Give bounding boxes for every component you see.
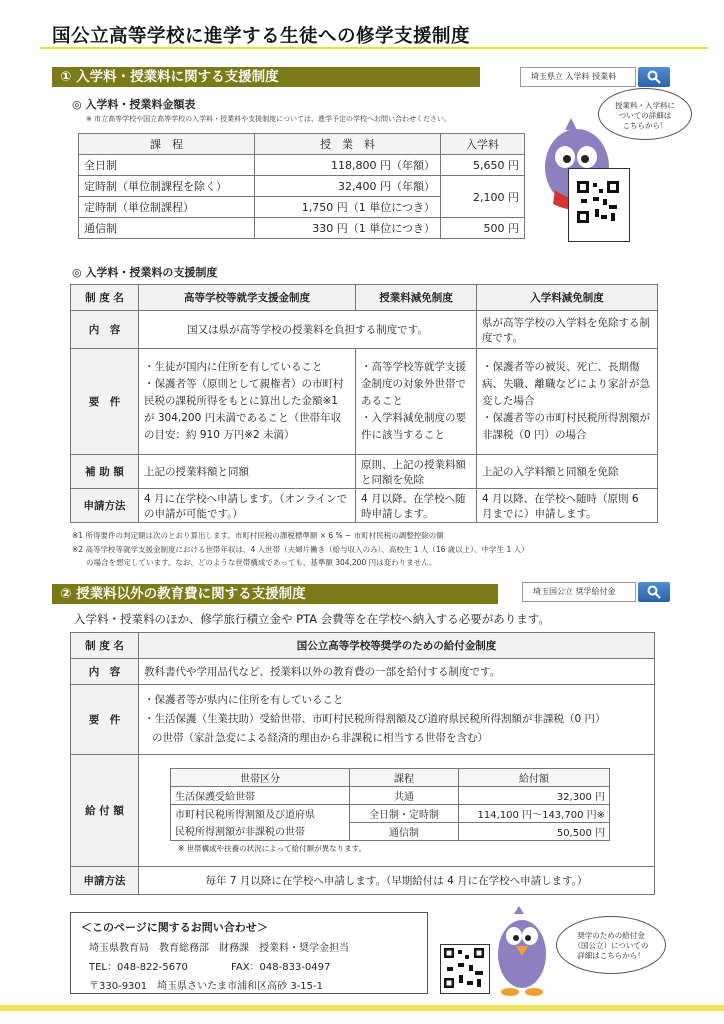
bubble-line: 奨学のための給付金: [577, 931, 645, 940]
section2-heading: ② 授業料以外の教育費に関する支援制度: [52, 584, 498, 604]
benefit-amount-table: [170, 768, 610, 841]
req-item: ・保護者等（原則として親権者）の市町村民税の課税所得をもとに算出した金額※1 が 304,200 円未満であること（世帯年収の目安：約 910 万円※2 未満）: [144, 378, 344, 441]
bottom-accent-bar: [0, 1005, 724, 1011]
support-header-col1: 高等学校等就学支援金制度: [139, 285, 356, 311]
contact-title: ＜このページに関するお問い合わせ＞: [81, 921, 268, 934]
fee-header-course: 課 程: [79, 134, 255, 155]
benefit-table: [70, 632, 655, 895]
contact-tel: TEL：048-822-5670: [89, 962, 188, 973]
bubble-line: ついての詳細は: [618, 111, 672, 120]
req-item: ・入学料減免制度の要件に該当すること: [361, 412, 466, 441]
support-apply-col3: 4 月以降、在学校へ随時（原則 6 月までに）申請します。: [477, 489, 658, 523]
contact-fax: FAX：048-833-0497: [231, 962, 331, 973]
contact-phone-row: [89, 958, 417, 973]
contact-address: 〒330-9301 埼玉県さいたま市浦和区高砂 3-15-1: [89, 981, 323, 992]
support-req-col3: [477, 349, 658, 455]
support-apply-label: 申請方法: [71, 489, 139, 523]
req-item: ・高等学校等就学支援金制度の対象外世帯であること: [361, 361, 466, 407]
footnote-1: ※1 所得要件の判定額は次のとおり算出します。市町村民税の課税標準額 × 6 % − 市町村民税の調整控除の額: [72, 531, 444, 540]
bubble-line: 授業料・入学料に: [615, 101, 675, 110]
section1-search-button[interactable]: [638, 67, 670, 87]
amount-header-amount: 給付額: [459, 768, 610, 786]
benefit-amount-cell: [139, 755, 655, 867]
req-item: の世帯（家計急変による経済的理由から非課税に相当する世帯を含む）: [152, 732, 488, 744]
amount-note: ※ 世帯構成や扶養の状況によって給付額が異なります。: [178, 843, 367, 853]
fee-admission: 2,100 円: [441, 176, 525, 218]
req-item: ・生活保護（生業扶助）受給世帯、市町村民税所得割額及び道府県民税所得割額が非課税（0 円）: [144, 713, 606, 725]
benefit-apply-value: 毎年 7 月以降に在学校へ申請します。（早期給付は 4 月に在学校へ申請します。）: [139, 867, 655, 895]
support-header-col3: 入学料減免制度: [477, 285, 658, 311]
mascot-bird-icon: [488, 906, 558, 1001]
amount-value: 32,300 円: [459, 786, 610, 804]
benefit-name-value: 国公立高等学校等奨学のための給付金制度: [139, 633, 655, 659]
support-req-col2: [356, 349, 477, 455]
benefit-apply-label: 申請方法: [71, 867, 139, 895]
amount-header-course: 課程: [350, 768, 459, 786]
amount-category: 市町村民税所得割額及び道府県: [171, 804, 350, 822]
section2-search-box[interactable]: 埼玉国公立 奨学給付金: [522, 582, 636, 602]
req-item: ・生徒が国内に住所を有していること: [144, 361, 323, 373]
section1-qr-code[interactable]: [568, 168, 630, 242]
footnote-2a: ※2 高等学校等就学支援金制度における世帯年収は、4 人世帯（夫婦片働き（給与収入のみ）、高校生 1 人（16 歳以上）、中学生 1 人）: [72, 545, 529, 554]
bubble-line: 詳細はこちらから！: [577, 951, 645, 960]
amount-value: 114,100 円〜143,700 円※: [459, 804, 610, 822]
fee-admission: 5,650 円: [441, 155, 525, 176]
fee-tuition: 330 円（1 単位につき）: [255, 218, 441, 239]
support-apply-col1: 4 月に在学校へ申請します。（オンラインでの申請が可能です。）: [139, 489, 356, 523]
section2-qr-code[interactable]: [440, 944, 490, 994]
section1-search-box[interactable]: 埼玉県立 入学料 授業料: [520, 67, 636, 87]
fee-header-admission: 入学料: [441, 134, 525, 155]
page-title: 国公立高等学校に進学する生徒への修学支援制度: [52, 26, 471, 47]
support-subsidy-col1: 上記の授業料額と同額: [139, 455, 356, 489]
bubble-line: こちらから！: [622, 121, 668, 130]
footnote-2b: の場合を想定しています。なお、どのような世帯構成であっても、基準額 304,200 円は変わりません。: [86, 558, 437, 567]
support-content-admission: 県が高等学校の入学料を免除する制度です。: [477, 311, 658, 349]
benefit-amount-label: 給 付 額: [71, 755, 139, 867]
fee-tuition: 1,750 円（1 単位につき）: [255, 197, 441, 218]
fee-header-tuition: 授 業 料: [255, 134, 441, 155]
fee-tuition: 32,400 円（年額）: [255, 176, 441, 197]
search-icon: [647, 70, 661, 84]
amount-category: 生活保護受給世帯: [171, 786, 350, 804]
amount-header-category: 世帯区分: [171, 768, 350, 786]
support-header-col2: 授業料減免制度: [356, 285, 477, 311]
support-content-tuition: 国又は県が高等学校の授業料を負担する制度です。: [139, 311, 477, 349]
support-apply-col2: 4 月以降、在学校へ随時申請します。: [356, 489, 477, 523]
support-subsidy-col2: 原則、上記の授業料額と同額を免除: [356, 455, 477, 489]
support-subsidy-label: 補 助 額: [71, 455, 139, 489]
amount-course: 通信制: [350, 822, 459, 840]
section1-heading: ① 入学料・授業料に関する支援制度: [52, 67, 480, 87]
qr-code-icon: [441, 945, 487, 991]
req-item: ・保護者等が県内に住所を有していること: [144, 694, 344, 706]
benefit-content-label: 内 容: [71, 659, 139, 685]
benefit-req-label: 要 件: [71, 685, 139, 755]
req-item: ・保護者等の被災、死亡、長期傷病、失職、離職などにより家計が急変した場合: [482, 361, 650, 407]
contact-department: 埼玉県教育局 教育総務部 財務課 授業料・奨学金担当: [89, 943, 349, 954]
amount-course: 共通: [350, 786, 459, 804]
fee-course: 定時制（単位制課程）: [79, 197, 255, 218]
fee-admission: 500 円: [441, 218, 525, 239]
section2-bubble: [556, 916, 666, 974]
amount-category: 民税所得割額が非課税の世帯: [171, 822, 350, 840]
amount-course: 全日制・定時制: [350, 804, 459, 822]
fee-table-note: ※ 市立高等学校や国立高等学校の入学料・授業料や支援制度については、進学予定の学校へお問い合わせください。: [86, 115, 451, 123]
title-underline: [40, 47, 708, 49]
fee-tuition: 118,800 円（年額）: [255, 155, 441, 176]
amount-value: 50,500 円: [459, 822, 610, 840]
search-icon: [647, 585, 661, 599]
bubble-line: （国公立）についての: [573, 941, 649, 950]
support-subsidy-col3: 上記の入学料額と同額を免除: [477, 455, 658, 489]
req-item: ・保護者等の市町村民税所得割額が非課税（0 円）の場合: [482, 412, 650, 441]
fee-course: 定時制（単位制課程を除く）: [79, 176, 255, 197]
fee-table: [78, 133, 525, 239]
section2-intro: 入学料・授業料のほか、修学旅行積立金や PTA 会費等を在学校へ納入する必要があります。: [74, 612, 550, 626]
fee-course: 全日制: [79, 155, 255, 176]
section2-search-button[interactable]: [638, 582, 670, 602]
support-table: [70, 284, 658, 523]
fee-course: 通信制: [79, 218, 255, 239]
fee-table-title: ◎ 入学料・授業料金額表: [72, 98, 196, 111]
support-req-label: 要 件: [71, 349, 139, 455]
support-req-col1: [139, 349, 356, 455]
contact-box: [70, 912, 428, 994]
support-content-label: 内 容: [71, 311, 139, 349]
benefit-req-value: [139, 685, 655, 755]
qr-code-icon: [569, 169, 627, 239]
benefit-content-value: 教科書代や学用品代など、授業料以外の教育費の一部を給付する制度です。: [139, 659, 655, 685]
support-header-name: 制 度 名: [71, 285, 139, 311]
benefit-name-label: 制 度 名: [71, 633, 139, 659]
support-table-title: ◎ 入学料・授業料の支援制度: [72, 266, 218, 279]
